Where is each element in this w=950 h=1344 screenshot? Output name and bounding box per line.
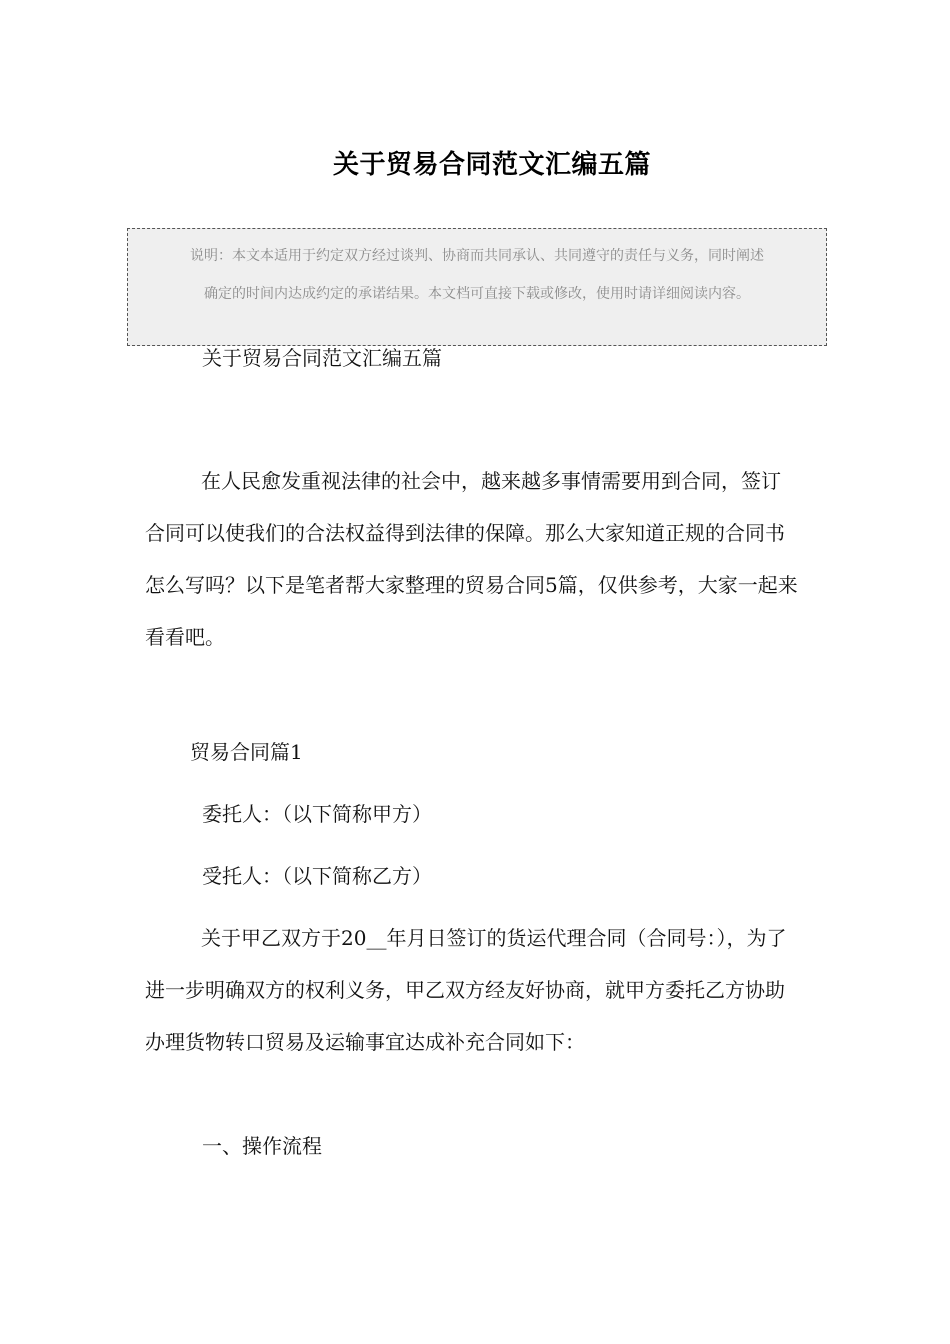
document-title: 关于贸易合同范文汇编五篇: [332, 150, 651, 181]
notice-box: [127, 228, 827, 346]
principal-line: 委托人：（以下简称甲方）: [202, 802, 432, 826]
agreement-paragraph: 关于甲乙双方于20__年月日签订的货运代理合同（合同号：），为了进一步明确双方的权利义务，甲乙双方经友好协商，就甲方委托乙方协助办理货物转口贸易及运输事宜达成补充合同如下：: [145, 926, 787, 1054]
notice-line-2: 确定的时间内达成约定的承诺结果。本文档可直接下载或修改，使用时请详细阅读内容。: [204, 286, 750, 302]
notice-line-1: 说明：本文本适用于约定双方经过谈判、协商而共同承认、共同遵守的责任与义务，同时阐述: [190, 248, 764, 264]
intro-paragraph: 在人民愈发重视法律的社会中，越来越多事情需要用到合同，签订合同可以使我们的合法权益得到法律的保障。那么大家知道正规的合同书怎么写吗？以下是笔者帮大家整理的贸易合同5篇，仅供参考，大家一起来看看吧。: [145, 469, 798, 649]
document-subtitle: 关于贸易合同范文汇编五篇: [202, 346, 442, 370]
operation-process-heading: 一、操作流程: [202, 1134, 322, 1158]
section-heading: 贸易合同篇1: [190, 740, 303, 764]
agent-line: 受托人：（以下简称乙方）: [202, 864, 432, 888]
